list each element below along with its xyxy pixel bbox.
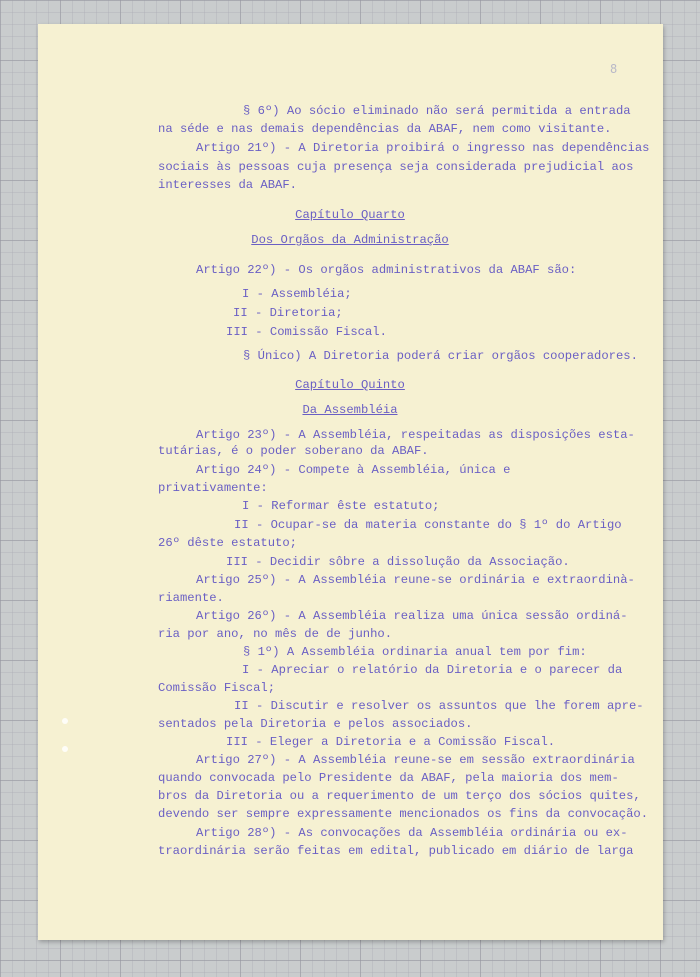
list-item: II - Ocupar-se da materia constante do § 1º do Artigo [234,518,622,532]
text-line: Artigo 24º) - Compete à Assembléia, única e [196,463,511,477]
text-line: na séde e nas demais dependências da ABAF, nem como visitante. [158,122,612,136]
list-item: I - Assembléia; [242,287,352,301]
text-line: Artigo 25º) - A Assembléia reune-se ordinária e extraordinà- [196,573,635,587]
text-line: sentados pela Diretoria e pelos associados. [158,717,473,731]
text-line: quando convocada pelo Presidente da ABAF, pela maioria dos mem- [158,771,619,785]
text-line: ria por ano, no mês de de junho. [158,627,393,641]
text-line: privativamente: [158,481,268,495]
text-line: devendo ser sempre expressamente mencionados os fins da convocação. [158,807,649,821]
list-item: III - Eleger a Diretoria e a Comissão Fiscal. [226,735,556,749]
text-line: § 1º) A Assembléia ordinaria anual tem por fim: [243,645,587,659]
text-line: § 6º) Ao sócio eliminado não será permitida a entrada [243,104,631,118]
text-line: Artigo 27º) - A Assembléia reune-se em sessão extraordinária [196,753,635,767]
chapter-title: Dos Orgãos da Administração [251,233,449,247]
list-item: II - Diretoria; [233,306,343,320]
text-line: traordinária serão feitas em edital, publicado em diário de larga [158,844,634,858]
punch-hole [62,746,68,752]
text-line: Artigo 23º) - A Assembléia, respeitadas as disposições esta- [196,428,635,442]
list-item: I - Apreciar o relatório da Diretoria e o parecer da [242,663,623,677]
text-line: Comissão Fiscal; [158,681,276,695]
text-line: interesses da ABAF. [158,178,297,192]
chapter-title: Da Assembléia [302,403,398,417]
chapter-heading: Capítulo Quinto [295,378,405,392]
text-line: Artigo 26º) - A Assembléia realiza uma única sessão ordiná- [196,609,628,623]
text-line: 26º dêste estatuto; [158,536,297,550]
text-line: bros da Diretoria ou a requerimento de um terço dos sócios quites, [158,789,641,803]
list-item: III - Comissão Fiscal. [226,325,387,339]
punch-hole [62,718,68,724]
text-line: sociais às pessoas cuja presença seja considerada prejudicial aos [158,160,634,174]
text-line: tutárias, é o poder soberano da ABAF. [158,444,429,458]
chapter-heading: Capítulo Quarto [295,208,405,222]
text-line: Artigo 22º) - Os orgãos administrativos da ABAF são: [196,263,577,277]
list-item: III - Decidir sôbre a dissolução da Associação. [226,555,570,569]
list-item: II - Discutir e resolver os assuntos que lhe forem apre- [234,699,644,713]
page-number: 8 [610,62,618,76]
text-line: riamente. [158,591,224,605]
text-line: Artigo 21º) - A Diretoria proibirá o ingresso nas dependências [196,141,650,155]
text-line: Artigo 28º) - As convocações da Assembléia ordinária ou ex- [196,826,628,840]
list-item: I - Reformar êste estatuto; [242,499,440,513]
text-line: § Único) A Diretoria poderá criar orgãos cooperadores. [243,349,638,363]
